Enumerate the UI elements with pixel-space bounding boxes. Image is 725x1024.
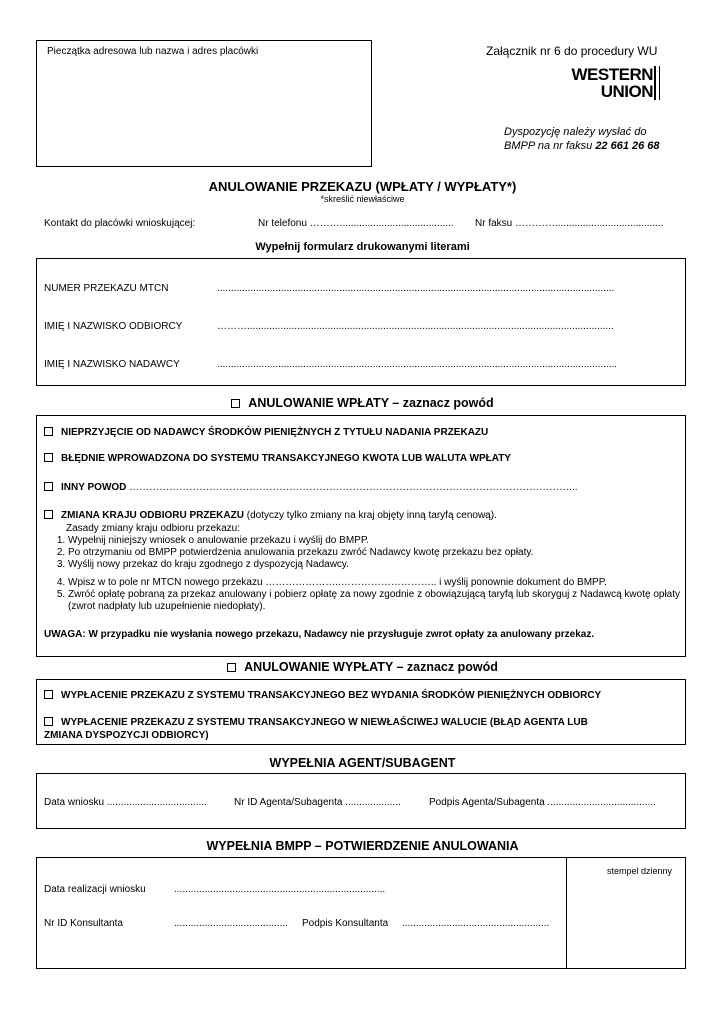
contact-fax-field[interactable]: Nr faksu …………....................................... — [475, 218, 664, 229]
sender-label: IMIĘ I NAZWISKO NADAWCY — [44, 359, 180, 370]
payin-reason-4-note: (dotyczy tylko zmiany na kraj objęty inną taryfą cenową). — [243, 510, 497, 521]
bmpp-heading: WYPEŁNIA BMPP – POTWIERDZENIE ANULOWANIA — [206, 839, 519, 853]
mtcn-label: NUMER PRZEKAZU MTCN — [44, 283, 169, 294]
stamp-label: Pieczątka adresowa lub nazwa i adres placówki — [47, 46, 259, 57]
payout-reason-2[interactable] — [44, 716, 588, 742]
payin-reason-3[interactable] — [44, 482, 680, 493]
logo-line1: WESTERN — [571, 65, 653, 84]
rules-step-1: 1. Wypełnij niniejszy wniosek o anulowanie przekazu i wyślij do BMPP. — [68, 535, 698, 547]
consultant-signature-label: Podpis Konsultanta — [302, 918, 389, 929]
logo-bar-1 — [654, 66, 656, 100]
checkbox-icon[interactable] — [44, 427, 53, 436]
strike-note: *skreślić niewłaściwe — [320, 194, 405, 204]
rules-list — [40, 535, 698, 613]
cancel-payout-heading-text: ANULOWANIE WYPŁATY – zaznacz powód — [244, 660, 498, 674]
logo-bar-2 — [659, 66, 660, 100]
cancel-payin-checkbox[interactable] — [231, 399, 240, 408]
payin-reason-1[interactable] — [44, 427, 488, 438]
checkbox-icon[interactable] — [44, 717, 53, 726]
cancel-payout-checkbox[interactable] — [227, 663, 236, 672]
page-title: ANULOWANIE PRZEKAZU (WPŁATY / WYPŁATY*) — [208, 179, 517, 194]
agent-box — [36, 773, 686, 829]
bmpp-box — [36, 857, 686, 969]
logo-line2: UNION — [600, 82, 653, 101]
mtcn-input[interactable]: ............................................................................................................................................... — [217, 283, 615, 294]
checkbox-icon[interactable] — [44, 482, 53, 491]
payin-reason-1-text: NIEPRZYJĘCIE OD NADAWCY ŚRODKÓW PIENIĘŻNYCH Z TYTUŁU NADANIA PRZEKAZU — [61, 427, 489, 438]
rules-step-4[interactable]: 4. Wpisz w to pole nr MTCN nowego przekazu …………………..……………………….. i wyślij ponownie dokument do BMPP. — [68, 577, 698, 589]
payout-reason-2-line2: ZMIANA DYSPOZYCJI ODBIORCY) — [44, 730, 209, 741]
transfer-fields-box — [36, 258, 686, 386]
annex-label: Załącznik nr 6 do procedury WU — [486, 44, 658, 58]
fax-number: 22 661 26 68 — [595, 140, 660, 152]
fill-instruction: Wypełnij formularz drukowanymi literami — [255, 241, 470, 253]
checkbox-icon[interactable] — [44, 510, 53, 519]
payin-reason-3-text: INNY POWÓD — [61, 482, 127, 493]
rules-step-3: 3. Wyślij nowy przekaz do kraju zgodnego z dyspozycją Nadawcy. — [68, 559, 698, 571]
payin-reason-3-dots[interactable]: ……………………………………………………………………………………………………………………... — [129, 482, 578, 493]
recipient-label: IMIĘ I NAZWISKO ODBIORCY — [44, 321, 183, 332]
checkbox-icon[interactable] — [44, 453, 53, 462]
payout-reason-1-text: WYPŁACENIE PRZEKAZU Z SYSTEMU TRANSAKCYJNEGO BEZ WYDANIA ŚRODKÓW PIENIĘŻNYCH ODBIORCY — [61, 690, 602, 701]
recipient-input[interactable]: ……….................................................................................................................................... — [217, 321, 614, 332]
contact-label: Kontakt do placówki wnioskującej: — [44, 218, 196, 229]
agent-heading: WYPEŁNIA AGENT/SUBAGENT — [269, 756, 456, 770]
rules-step-5: 5. Zwróć opłatę pobraną za przekaz anulowany i pobierz opłatę za nowy zgodnie z obowiązującą taryfą lub skoryguj z Nadawcą kwotę opłaty (zwrot nadpłaty lub uzupełnienie niedopłaty). — [68, 589, 698, 613]
stamp-divider — [566, 858, 567, 968]
payin-reason-4[interactable] — [44, 510, 497, 521]
cancel-payin-box — [36, 415, 686, 657]
bmpp-date-input[interactable]: ............................................................................ — [174, 884, 386, 895]
western-union-logo — [553, 66, 653, 100]
consultant-id-label: Nr ID Konsultanta — [44, 918, 123, 929]
send-instruction — [504, 125, 660, 153]
checkbox-icon[interactable] — [44, 690, 53, 699]
payin-reason-4-text: ZMIANA KRAJU ODBIORU PRZEKAZU — [61, 510, 244, 521]
cancel-payin-heading — [0, 396, 725, 410]
stamp-box — [36, 40, 372, 167]
consultant-id-input[interactable]: ......................................... — [174, 918, 288, 929]
send-line2-prefix: BMPP na nr faksu — [504, 140, 596, 152]
payin-warning: UWAGA: W przypadku nie wysłania nowego przekazu, Nadawcy nie przysługuje zwrot opłaty za anulowany przekaz. — [44, 629, 595, 640]
agent-signature-field[interactable]: Podpis Agenta/Subagenta ....................................... — [429, 797, 656, 808]
cancel-payin-heading-text: ANULOWANIE WPŁATY – zaznacz powód — [248, 396, 494, 410]
agent-id-field[interactable]: Nr ID Agenta/Subagenta .................... — [234, 797, 401, 808]
bmpp-date-label: Data realizacji wniosku — [44, 884, 146, 895]
contact-phone-field[interactable]: Nr telefonu ………......................................... — [258, 218, 454, 229]
sender-input[interactable]: ................................................................................................................................................ — [217, 359, 618, 370]
cancel-payout-heading — [0, 660, 725, 674]
payout-reason-1[interactable] — [44, 690, 601, 701]
rules-title: Zasady zmiany kraju odbioru przekazu: — [66, 523, 240, 534]
send-line1: Dyspozycję należy wysłać do — [504, 126, 647, 138]
rules-step-2: 2. Po otrzymaniu od BMPP potwierdzenia anulowania przekazu zwróć Nadawcy kwotę przekazu bez opłaty. — [68, 547, 698, 559]
daily-stamp-label: stempel dzienny — [607, 866, 673, 876]
payin-reason-2-text: BŁĘDNIE WPROWADZONA DO SYSTEMU TRANSAKCYJNEGO KWOTA LUB WALUTA WPŁATY — [61, 453, 511, 464]
agent-date-field[interactable]: Data wniosku .................................... — [44, 797, 207, 808]
payout-reason-2-line1: WYPŁACENIE PRZEKAZU Z SYSTEMU TRANSAKCYJNEGO W NIEWŁAŚCIWEJ WALUCIE (BŁĄD AGENTA LUB — [61, 717, 588, 728]
cancel-payout-box — [36, 679, 686, 745]
consultant-signature-input[interactable]: ..................................................... — [402, 918, 550, 929]
send-line2 — [504, 139, 660, 153]
payin-reason-2[interactable] — [44, 453, 511, 464]
